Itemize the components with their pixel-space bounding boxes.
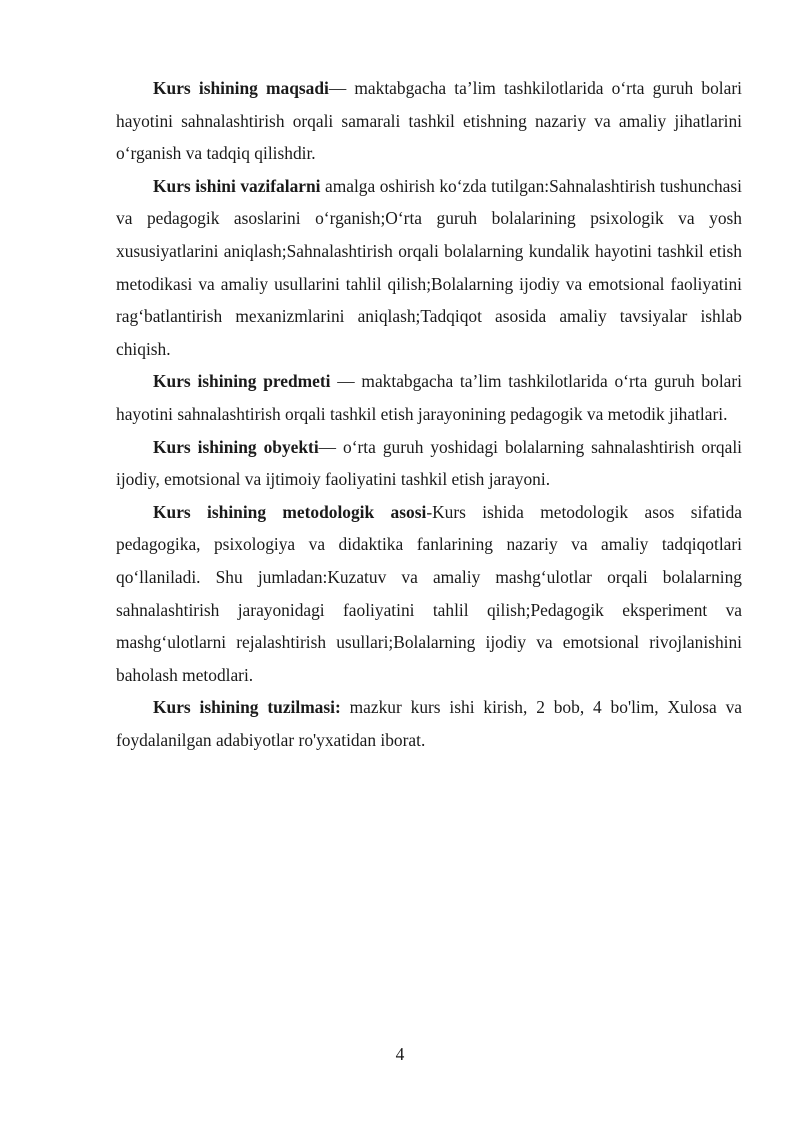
paragraph-tuzilmasi <box>116 691 742 756</box>
paragraph-text: amalga oshirish ko‘zda tutilgan:Sahnalashtirish tushunchasi va pedagogik asoslarini o‘rganish;O‘rta guruh bolalarining psixologik va yosh xususiyatlarini aniqlash;Sahnalashtirish orqali bolalarning kundalik hayotini tashkil etish metodikasi va amaliy usullarini tahlil qilish;Bolalarning ijodiy va emotsional faoliyatini rag‘batlantirish mexanizmlarini aniqlash;Tadqiqot asosida amaliy tavsiyalar ishlab chiqish. <box>116 175 742 359</box>
paragraph-heading: Kurs ishining tuzilmasi: <box>153 697 341 718</box>
paragraph-obyekti <box>116 431 742 496</box>
paragraph-heading: Kurs ishining maqsadi <box>153 78 329 98</box>
paragraph-text: -Kurs ishida metodologik asos sifatida pedagogika, psixologiya va didaktika fanlarining nazariy va amaliy tadqiqotlari qo‘llaniladi. Shu jumladan:Kuzatuv va amaliy mashg‘ulotlar orqali bolalarning sahnalashtirish jarayonidagi faoliyatini tahlil qilish;Pedagogik eksperiment va mashg‘ulotlarni rejalashtirish usullari;Bolalarning ijodiy va emotsional rivojlanishini baholash metodlari. <box>116 501 742 685</box>
paragraph-heading: Kurs ishining metodologik asosi <box>153 501 427 522</box>
paragraph-text: mazkur kurs ishi kirish, 2 bob, 4 bo'lim, Xulosa va foydalanilgan adabiyotlar ro'yxatidan iborat. <box>116 697 742 750</box>
page-number: 4 <box>395 1044 405 1064</box>
paragraph-metodologik-asosi <box>116 496 742 692</box>
paragraph-heading: Kurs ishining predmeti <box>153 371 331 392</box>
paragraph-heading: Kurs ishini vazifalarni <box>153 175 321 196</box>
paragraph-text: — maktabgacha ta’lim tashkilotlarida o‘rta guruh bolari hayotini sahnalashtirish orqali samarali tashkil etishning nazariy va amaliy jihatlarini o‘rganish va tadqiq qilishdir. <box>116 78 742 164</box>
document-body <box>116 72 742 756</box>
paragraph-maqsadi <box>116 72 742 170</box>
paragraph-text: — maktabgacha ta’lim tashkilotlarida o‘rta guruh bolari hayotini sahnalashtirish orqali tashkil etish jarayonining pedagogik va metodik jihatlari. <box>116 371 742 424</box>
paragraph-predmeti <box>116 365 742 430</box>
paragraph-vazifalari <box>116 170 742 366</box>
paragraph-text: — o‘rta guruh yoshidagi bolalarning sahnalashtirish orqali ijodiy, emotsional va ijtimoiy faoliyatini tashkil etish jarayoni. <box>116 436 742 490</box>
paragraph-heading: Kurs ishining obyekti <box>153 436 319 457</box>
